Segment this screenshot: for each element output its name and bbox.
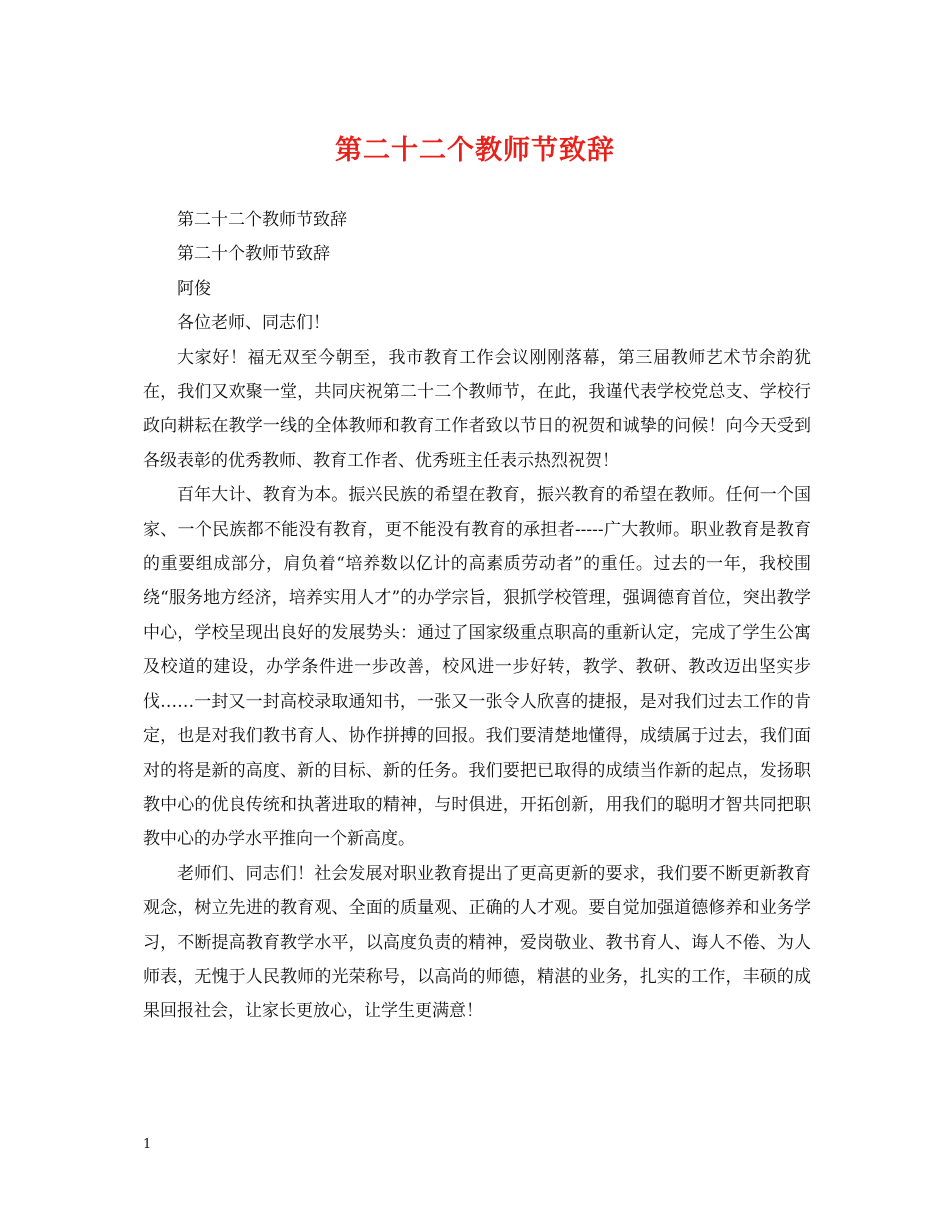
paragraph-author: 阿俊 xyxy=(177,278,211,299)
document-title: 第二十二个教师节致辞 xyxy=(335,135,615,166)
paragraph-salutation: 各位老师、同志们！ xyxy=(177,313,330,334)
page-number: 1 xyxy=(143,1137,152,1152)
paragraph-call-to-action: 老师们、同志们！社会发展对职业教育提出了更高更新的要求，我们要不断更新教育观念，树立先进的教育观、全面的质量观、正确的人才观。要自觉加强道德修养和业务学习，不断提高教育教学水平，以高度负责的精神，爱岗敬业、教书育人、诲人不倦、为人师表，无愧于人民教师的光荣称号，以高尚的师德，精湛的业务，扎实的工作，丰硕的成果回报社会，让家长更放心，让学生更满意！ xyxy=(143,863,811,1022)
paragraph-heading-1: 第二十二个教师节致辞 xyxy=(177,210,347,230)
paragraph-review: 百年大计、教育为本。振兴民族的希望在教育，振兴教育的希望在教师。任何一个国家、一个民族都不能没有教育，更不能没有教育的承担者-----广大教师。职业教育是教育的重要组成部分，肩负着“培养数以亿计的高素质劳动者”的重任。过去的一年，我校围绕“服务地方经济，培养实用人才”的办学宗旨，狠抓学校管理，强调德育首位，突出教学中心，学校呈现出良好的发展势头：通过了国家级重点职高的重新认定，完成了学生公寓及校道的建设，办学条件进一步改善，校风进一步好转，教学、教研、教改迈出坚实步伐……一封又一封高校录取通知书，一张又一张令人欣喜的捷报，是对我们过去工作的肯定，也是对我们教书育人、协作拼搏的回报。我们要清楚地懂得，成绩属于过去，我们面对的将是新的高度、新的目标、新的任务。我们要把已取得的成绩当作新的起点，发扬职教中心的优良传统和执著进取的精神，与时俱进，开拓创新，用我们的聪明才智共同把职教中心的办学水平推向一个新高度。 xyxy=(143,485,811,850)
paragraph-heading-2: 第二十个教师节致辞 xyxy=(177,244,330,265)
document-body xyxy=(143,203,811,1029)
paragraph-greeting: 大家好！福无双至今朝至，我市教育工作会议刚刚落幕，第三届教师艺术节余韵犹在，我们又欢聚一堂，共同庆祝第二十二个教师节，在此，我谨代表学校党总支、学校行政向耕耘在教学一线的全体教师和教育工作者致以节日的祝贺和诚挚的问候！向今天受到各级表彰的优秀教师、教育工作者、优秀班主任表示热烈祝贺！ xyxy=(143,347,811,471)
